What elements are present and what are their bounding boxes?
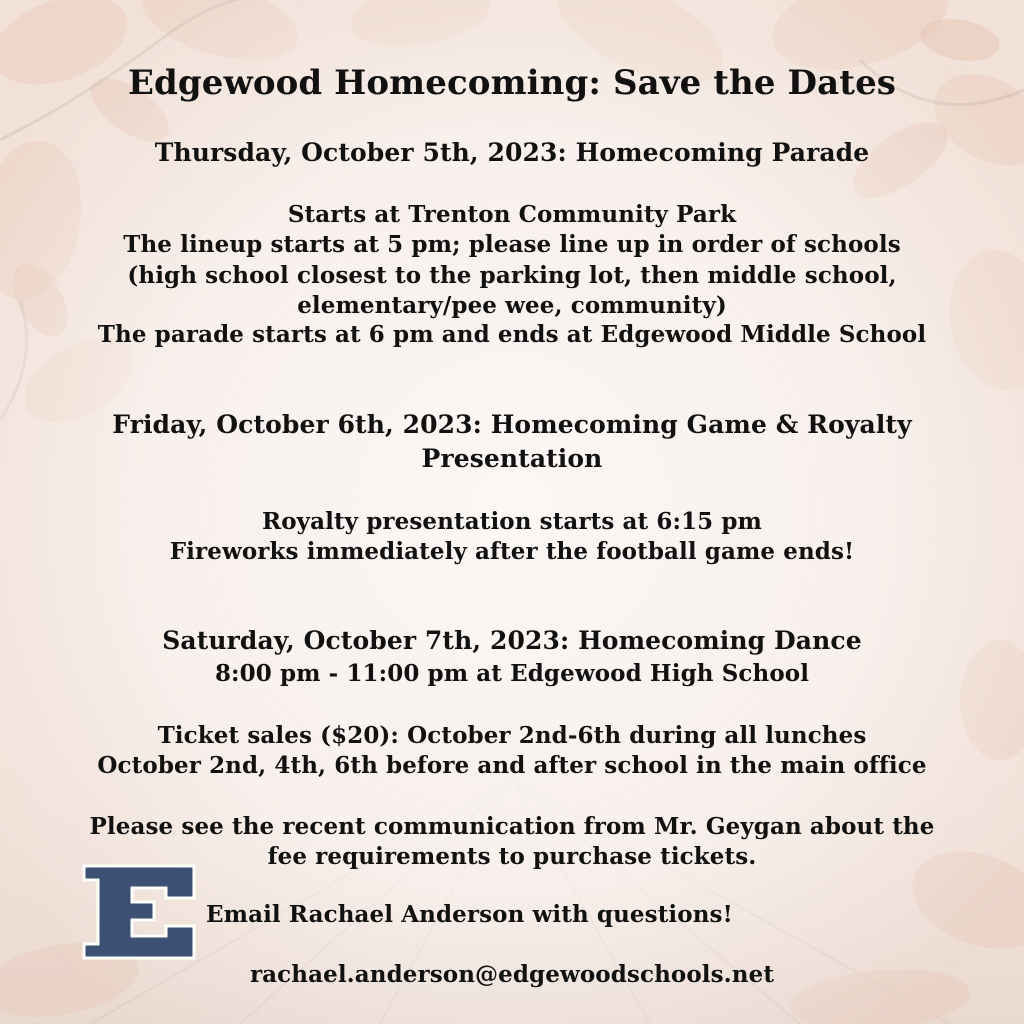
notice-line-2: fee requirements to purchase tickets. (267, 843, 757, 870)
event-heading-game-line2: Presentation (421, 444, 603, 473)
event-heading-parade: Thursday, October 5th, 2023: Homecoming Parade (154, 138, 870, 167)
event-heading-dance: Saturday, October 7th, 2023: Homecoming Dance (162, 626, 862, 655)
notice-line-1: Please see the recent communication from Mr. Geygan about the (89, 813, 935, 840)
parade-detail-time: The parade starts at 6 pm and ends at Edgewood Middle School (97, 321, 927, 348)
parade-detail-lineup: The lineup starts at 5 pm; please line up in order of schools (123, 231, 901, 258)
game-detail-royalty: Royalty presentation starts at 6:15 pm (262, 508, 762, 535)
event-heading-game-line1: Friday, October 6th, 2023: Homecoming Game & Royalty (112, 410, 912, 439)
dance-ticket-office: October 2nd, 4th, 6th before and after school in the main office (97, 752, 927, 779)
contact-email: rachael.anderson@edgewoodschools.net (249, 961, 775, 988)
flyer-title: Edgewood Homecoming: Save the Dates (127, 63, 897, 103)
parade-detail-groups: elementary/pee wee, community) (297, 292, 727, 319)
parade-detail-order: (high school closest to the parking lot, then middle school, (127, 262, 897, 289)
game-detail-fireworks: Fireworks immediately after the football game ends! (169, 538, 855, 565)
parade-detail-location: Starts at Trenton Community Park (287, 201, 737, 228)
dance-ticket-sales: Ticket sales ($20): October 2nd-6th during all lunches (157, 722, 867, 749)
dance-time-location: 8:00 pm - 11:00 pm at Edgewood High School (214, 660, 810, 687)
contact-text: Email Rachael Anderson with questions! (206, 901, 733, 928)
edgewood-e-logo (80, 862, 198, 962)
